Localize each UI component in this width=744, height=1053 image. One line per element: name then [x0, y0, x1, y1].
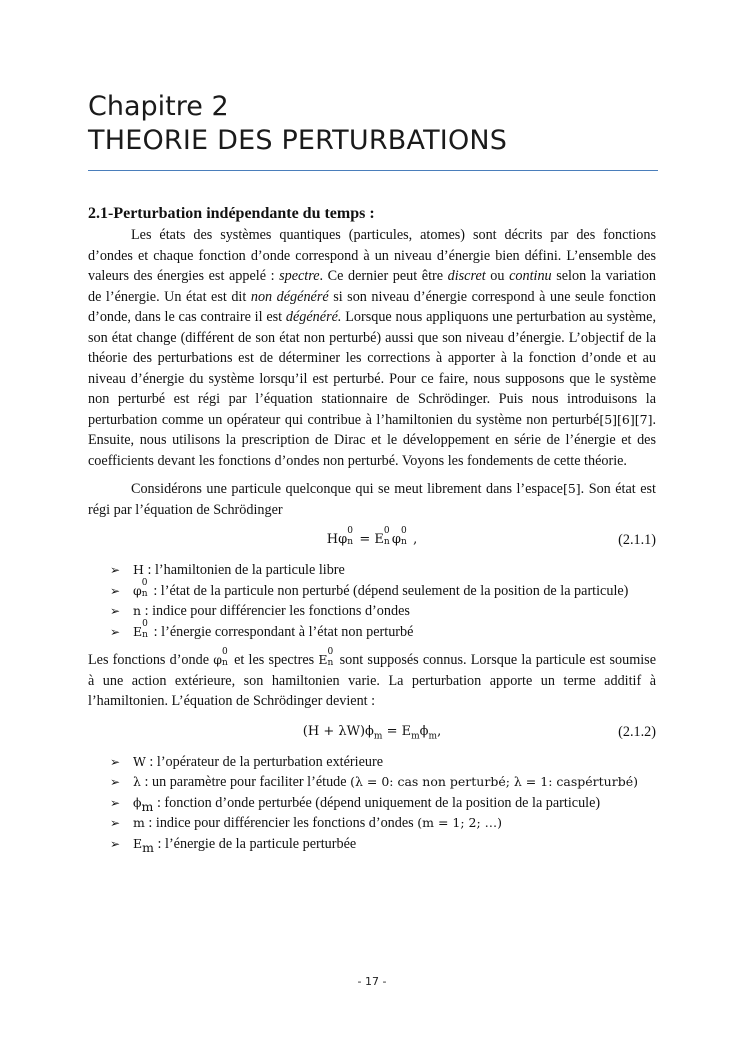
list-item: ➢ $\phi_m$ : fonction d’onde perturbée (dépend uniquement de la position de la particule)	[110, 794, 601, 814]
equation-formula: Hφ 0 n = E 0 n φ 0 n ,	[326, 526, 418, 547]
definition-list-2	[88, 752, 656, 855]
list-item: ➢ λ : un paramètre pour faciliter l’étude (λ = 0: cas non perturbé; λ = 1: caspérturbé)	[88, 772, 656, 793]
equation-number: (2.1.2)	[618, 723, 656, 740]
list-item: ➢ E 0 n : l’énergie correspondant à l’état non perturbé	[88, 622, 656, 643]
equation-formula: $(H + \lambda W)\phi_m = E_m\phi_m$,	[302, 723, 442, 742]
paragraph-intro: Les états des systèmes quantiques (particules, atomes) sont décrits par des fonctions d’ondes et chaque fonction d’onde correspond à un niveau d’énergie bien défini. L’ensemble des valeurs des énergies est appelé : spectre. Ce dernier peut être discret ou continu selon la variation de l’énergie. Un état est dit non dégénéré si son niveau d’énergie correspond à une seule fonction d’onde, dans le cas contraire il est dégénéré. Lorsque nous appliquons une perturbation au système, son état change (différent de son état non perturbé) aussi que son niveau d’énergie. L’objectif de la théorie des perturbations est de déterminer les corrections à apporter à la fonction d’onde et au niveau d’énergie du système lorsqu’il est perturbé. Pour ce faire, nous supposons que le système non perturbé est régi par l’équation stationnaire de Schrödinger. Puis nous introduisons la perturbation comme un opérateur qui contribue à l’hamiltonien du système non perturbé[5][6][7]. Ensuite, nous utilisons la prescription de Dirac et le développement en série de l’énergie et des coefficients devant les fonctions d’ondes non perturbé. Voyons les fondements de cette théorie.	[88, 227, 656, 469]
section-heading: 2.1-Perturbation indépendante du temps :	[88, 205, 375, 222]
arrow-bullet-icon: ➢	[110, 563, 121, 577]
chapter-heading	[88, 90, 658, 158]
list-item: ➢ n : indice pour différencier les fonctions d’ondes	[88, 601, 656, 622]
equation-number: (2.1.1)	[618, 532, 656, 548]
paragraph-particle: Considérons une particule quelconque qui se meut librement dans l’espace[5]. Son état est régi par l’équation de Schrödinger	[88, 481, 656, 518]
list-item: ➢ $E_m$ : l’énergie de la particule perturbée	[110, 835, 357, 855]
arrow-bullet-icon: ➢	[110, 836, 121, 851]
citation-ref: [5]	[562, 481, 581, 496]
term-discret: discret	[447, 268, 486, 284]
paragraph-perturbation: Les fonctions d’onde φ 0 n et les spectres E 0 n sont supposés connus. Lorsque la particule est soumise à une action extérieure, son hamiltonien varie. La perturbation apporte un terme additif à l’hamiltonien. L’équation de Schrödinger devient :	[88, 647, 657, 709]
citation-refs: [5][6][7]	[599, 411, 653, 427]
arrow-bullet-icon: ➢	[110, 624, 121, 639]
heading-divider	[88, 170, 658, 171]
arrow-bullet-icon: ➢	[110, 604, 121, 618]
document-body	[88, 203, 656, 854]
arrow-bullet-icon: ➢	[110, 583, 121, 598]
term-degenere: dégénéré.	[285, 309, 342, 325]
arrow-bullet-icon: ➢	[110, 775, 121, 789]
equation-2-1-2	[88, 720, 656, 744]
definition-list-1	[88, 560, 656, 642]
term-continu: continu	[509, 268, 552, 284]
term-spectre: spectre	[279, 268, 320, 284]
list-item: ➢ W : l’opérateur de la perturbation extérieure	[88, 752, 656, 773]
chapter-number: Chapitre 2	[88, 91, 229, 122]
term-non-degenere: non dégénéré	[250, 288, 329, 305]
arrow-bullet-icon: ➢	[110, 754, 121, 769]
equation-2-1-1	[88, 528, 656, 552]
list-item: ➢ H : l’hamiltonien de la particule libre	[88, 560, 656, 581]
list-item: ➢ m : indice pour différencier les fonctions d’ondes (m = 1; 2; …)	[88, 813, 656, 834]
list-item: ➢ φ 0 n : l’état de la particule non perturbé (dépend seulement de la position de la particule)	[88, 581, 656, 602]
arrow-bullet-icon: ➢	[110, 816, 121, 830]
page-number: - 17 -	[357, 975, 387, 988]
chapter-title: THEORIE DES PERTURBATIONS	[88, 125, 508, 156]
arrow-bullet-icon: ➢	[110, 795, 121, 810]
